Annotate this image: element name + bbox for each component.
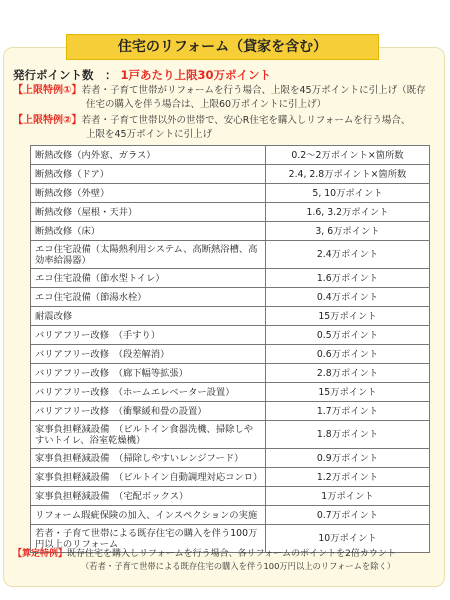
special-case-1-tag: 【上限特例①】	[13, 85, 82, 96]
reform-item: 家事負担軽減設備 （宅配ボックス）	[31, 487, 266, 506]
reform-item: エコ住宅設備（節湯水栓）	[31, 288, 266, 307]
table-row	[31, 288, 430, 307]
table-row	[31, 402, 430, 421]
table-row	[31, 165, 430, 184]
reform-points: 0.9万ポイント	[266, 449, 430, 468]
table-row	[31, 364, 430, 383]
reform-points: 15万ポイント	[266, 383, 430, 402]
reform-item: バリアフリー改修 （廊下幅等拡張）	[31, 364, 266, 383]
special-case-2	[13, 114, 435, 142]
table-row	[31, 146, 430, 165]
issued-points	[13, 67, 433, 83]
reform-item: 断熱改修（屋根・天井）	[31, 203, 266, 222]
reform-item: バリアフリー改修 （手すり）	[31, 326, 266, 345]
reform-points: 0.5万ポイント	[266, 326, 430, 345]
calculation-note-tag: 【算定特例】	[13, 549, 68, 559]
special-case-1-line2: 住宅の購入を伴う場合は、上限60万ポイントに引上げ）	[86, 99, 327, 110]
reform-points: 5, 10万ポイント	[266, 184, 430, 203]
reform-item: エコ住宅設備（節水型トイレ）	[31, 269, 266, 288]
table-row	[31, 345, 430, 364]
reform-points: 2.8万ポイント	[266, 364, 430, 383]
reform-points: 1.6, 3.2万ポイント	[266, 203, 430, 222]
reform-points: 10万ポイント	[266, 525, 430, 553]
reform-item: エコ住宅設備（太陽熱利用システム、高断熱浴槽、高効率給湯器）	[31, 241, 266, 269]
table-row	[31, 421, 430, 449]
table-row	[31, 203, 430, 222]
reform-points: 15万ポイント	[266, 307, 430, 326]
reform-points: 0.4万ポイント	[266, 288, 430, 307]
special-case-2-tag: 【上限特例②】	[13, 115, 82, 126]
reform-item: 家事負担軽減設備 （掃除しやすいレンジフード）	[31, 449, 266, 468]
reform-item: 断熱改修（内外窓、ガラス）	[31, 146, 266, 165]
reform-points: 1.7万ポイント	[266, 402, 430, 421]
reform-item: 耐震改修	[31, 307, 266, 326]
reform-item: 断熱改修（床）	[31, 222, 266, 241]
reform-item: 若者・子育て世帯による既存住宅の購入を伴う100万円以上のリフォーム	[31, 525, 266, 553]
reform-item: リフォーム瑕疵保険の加入、インスペクションの実施	[31, 506, 266, 525]
special-case-2-line2: 上限を45万ポイントに引上げ	[86, 129, 213, 140]
issued-points-label: 発行ポイント数 ：	[13, 68, 117, 82]
reform-points: 3, 6万ポイント	[266, 222, 430, 241]
reform-points: 0.6万ポイント	[266, 345, 430, 364]
table-row	[31, 487, 430, 506]
table-row	[31, 468, 430, 487]
reform-points: 1.8万ポイント	[266, 421, 430, 449]
reform-item: バリアフリー改修 （段差解消）	[31, 345, 266, 364]
reform-item: バリアフリー改修 （衝撃緩和畳の設置）	[31, 402, 266, 421]
points-table	[30, 145, 430, 553]
reform-points: 2.4, 2.8万ポイント×箇所数	[266, 165, 430, 184]
table-row	[31, 383, 430, 402]
table-row	[31, 506, 430, 525]
calculation-note-line1: 既存住宅を購入しリフォームを行う場合、各リフォームのポイントを2倍カウント	[67, 549, 396, 559]
calculation-note-line2: （若者・子育て世帯による既存住宅の購入を伴う100万円以上のリフォームを除く）	[81, 561, 396, 571]
reform-item: 家事負担軽減設備 （ビルトイン食器洗機、掃除しやすいトイレ、浴室乾燥機）	[31, 421, 266, 449]
reform-points: 2.4万ポイント	[266, 241, 430, 269]
reform-item: バリアフリー改修 （ホームエレベーター設置）	[31, 383, 266, 402]
issued-points-value: 1戸あたり上限30万ポイント	[120, 68, 272, 82]
special-case-1	[13, 84, 435, 112]
reform-points: 0.2～2万ポイント×箇所数	[266, 146, 430, 165]
table-row	[31, 326, 430, 345]
reform-points: 1.6万ポイント	[266, 269, 430, 288]
reform-item: 断熱改修（ドア）	[31, 165, 266, 184]
reform-item: 断熱改修（外壁）	[31, 184, 266, 203]
table-row	[31, 241, 430, 269]
special-case-2-line1: 若者・子育て世帯以外の世帯で、安心R住宅を購入しリフォームを行う場合、	[81, 115, 411, 126]
reform-item: 家事負担軽減設備 （ビルトイン自動調理対応コンロ）	[31, 468, 266, 487]
table-row	[31, 269, 430, 288]
reform-points: 0.7万ポイント	[266, 506, 430, 525]
special-case-1-line1: 若者・子育て世帯がリフォームを行う場合、上限を45万ポイントに引上げ（既存	[81, 85, 426, 96]
reform-points: 1.2万ポイント	[266, 468, 430, 487]
table-row	[31, 449, 430, 468]
table-row	[31, 222, 430, 241]
calculation-note	[13, 548, 443, 572]
reform-points: 1万ポイント	[266, 487, 430, 506]
page-title: 住宅のリフォーム（貸家を含む）	[66, 34, 379, 60]
table-row	[31, 184, 430, 203]
table-row	[31, 307, 430, 326]
